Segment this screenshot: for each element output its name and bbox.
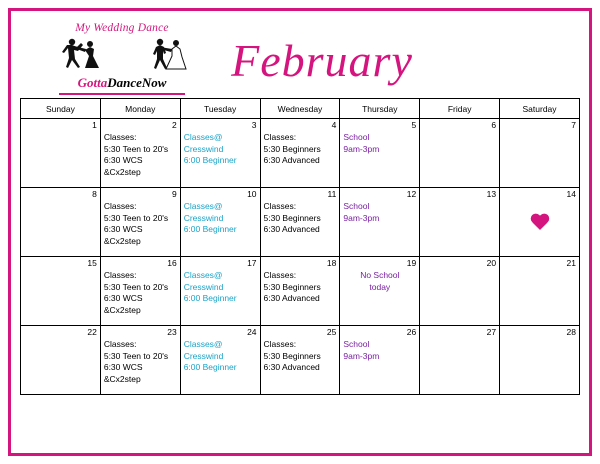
day-event-line: Classes: bbox=[263, 201, 297, 211]
day-event-line: today bbox=[369, 281, 391, 292]
day-event-line: 5:30 Beginners bbox=[263, 350, 321, 361]
day-event-line: 9am-3pm bbox=[343, 212, 380, 223]
day-number: 1 bbox=[92, 120, 97, 130]
calendar-table bbox=[20, 98, 580, 395]
day-number: 11 bbox=[327, 189, 337, 199]
calendar-week-row bbox=[21, 188, 580, 257]
calendar-body bbox=[21, 119, 580, 395]
weekday-header-wednesday: Wednesday bbox=[260, 99, 340, 119]
day-event-line: 5:30 Teen to 20's bbox=[103, 143, 169, 154]
day-number: 12 bbox=[406, 189, 417, 199]
weekday-header-friday: Friday bbox=[420, 99, 500, 119]
calendar-week-row bbox=[21, 119, 580, 188]
calendar-day-cell[interactable] bbox=[21, 257, 101, 326]
day-events bbox=[264, 132, 337, 167]
day-number: 22 bbox=[87, 327, 97, 337]
day-number: 26 bbox=[406, 327, 417, 337]
calendar-day-cell[interactable] bbox=[180, 119, 260, 188]
calendar-week-row bbox=[21, 257, 580, 326]
month-title: February bbox=[231, 35, 413, 86]
day-event-line: Classes: bbox=[263, 270, 297, 280]
day-number: 10 bbox=[247, 189, 257, 199]
day-event-line: 5:30 Beginners bbox=[263, 212, 321, 223]
calendar-day-cell[interactable] bbox=[100, 188, 180, 257]
day-number: 6 bbox=[491, 120, 497, 130]
day-number: 18 bbox=[326, 258, 337, 268]
day-event-line: 6:00 Beginner bbox=[183, 224, 237, 234]
weekday-header-sunday: Sunday bbox=[21, 99, 101, 119]
calendar-day-cell[interactable] bbox=[180, 188, 260, 257]
calendar-day-cell[interactable] bbox=[100, 119, 180, 188]
calendar-day-cell[interactable] bbox=[500, 326, 580, 395]
day-event-line: Classes: bbox=[103, 201, 137, 211]
day-event-line: Classes: bbox=[263, 339, 297, 349]
weekday-header-tuesday: Tuesday bbox=[180, 99, 260, 119]
calendar-day-cell[interactable] bbox=[21, 326, 101, 395]
day-number: 16 bbox=[167, 258, 177, 268]
day-number: 8 bbox=[92, 189, 97, 199]
day-events bbox=[343, 132, 416, 155]
day-event-line: School bbox=[343, 339, 370, 349]
day-number: 13 bbox=[486, 189, 497, 199]
day-event-line: 5:30 Beginners bbox=[263, 281, 321, 292]
day-event-line: 5:30 Teen to 20's bbox=[103, 281, 169, 292]
calendar-day-cell[interactable] bbox=[340, 257, 420, 326]
day-event-line: 6:00 Beginner bbox=[183, 155, 237, 165]
day-number: 17 bbox=[247, 258, 257, 268]
day-event-line: 5:30 Teen to 20's bbox=[103, 350, 169, 361]
day-events bbox=[104, 270, 177, 316]
calendar-day-cell[interactable] bbox=[260, 119, 340, 188]
weekday-header-thursday: Thursday bbox=[340, 99, 420, 119]
heart-icon bbox=[530, 214, 550, 232]
day-event-line: 6:30 Advanced bbox=[263, 293, 320, 303]
calendar-day-cell[interactable] bbox=[420, 257, 500, 326]
day-event-line: School bbox=[343, 132, 370, 142]
day-event-line: School bbox=[343, 201, 370, 211]
day-events bbox=[104, 201, 177, 247]
calendar-day-cell[interactable] bbox=[260, 188, 340, 257]
calendar-day-cell[interactable] bbox=[340, 119, 420, 188]
day-event-line: 6:00 Beginner bbox=[183, 293, 237, 303]
calendar-day-cell[interactable] bbox=[180, 257, 260, 326]
day-events bbox=[343, 339, 416, 362]
calendar-day-cell[interactable] bbox=[420, 119, 500, 188]
day-event-line: Classes: bbox=[263, 132, 297, 142]
day-event-line: Classes@ bbox=[183, 339, 223, 349]
day-event-line: 6:30 WCS bbox=[103, 362, 143, 372]
day-event-line: &Cx2step bbox=[103, 304, 141, 315]
day-number: 4 bbox=[331, 120, 337, 130]
day-events bbox=[184, 270, 257, 305]
page-content bbox=[20, 20, 580, 444]
day-event-line: Cresswind bbox=[183, 281, 224, 292]
day-events bbox=[343, 201, 416, 224]
day-event-line: &Cx2step bbox=[103, 166, 141, 177]
day-event-line: Classes@ bbox=[183, 201, 223, 211]
day-events bbox=[104, 339, 177, 385]
day-event-line: &Cx2step bbox=[103, 235, 141, 246]
day-event-line: 5:30 Teen to 20's bbox=[103, 212, 169, 223]
day-number: 14 bbox=[566, 189, 576, 199]
day-number: 9 bbox=[171, 189, 177, 199]
day-event-line: Classes: bbox=[103, 132, 137, 142]
day-events bbox=[264, 339, 337, 374]
day-event-line: 6:30 Advanced bbox=[263, 224, 320, 234]
day-events bbox=[264, 270, 337, 305]
day-number: 15 bbox=[87, 258, 97, 268]
day-event-line: 9am-3pm bbox=[343, 143, 380, 154]
calendar-day-cell[interactable] bbox=[21, 188, 101, 257]
calendar-day-cell[interactable] bbox=[21, 119, 101, 188]
day-number: 3 bbox=[251, 120, 257, 130]
logo-brand-first: Gotta bbox=[77, 75, 108, 90]
day-event-line: Classes@ bbox=[183, 132, 223, 142]
day-event-line: Classes: bbox=[103, 339, 137, 349]
day-number: 24 bbox=[247, 327, 257, 337]
calendar-day-cell[interactable] bbox=[420, 188, 500, 257]
day-event-line: Cresswind bbox=[183, 350, 224, 361]
calendar-day-cell[interactable] bbox=[260, 326, 340, 395]
calendar-day-cell[interactable] bbox=[260, 257, 340, 326]
weekday-header-row bbox=[21, 99, 580, 119]
calendar-header bbox=[20, 20, 580, 98]
logo-tagline: My Wedding Dance bbox=[75, 22, 169, 34]
weekday-header-saturday: Saturday bbox=[500, 99, 580, 119]
day-event-line: 9am-3pm bbox=[343, 350, 380, 361]
day-number: 21 bbox=[566, 258, 576, 268]
day-events bbox=[184, 132, 257, 167]
calendar-day-cell[interactable] bbox=[500, 188, 580, 257]
calendar-day-cell[interactable] bbox=[340, 326, 420, 395]
day-number: 5 bbox=[411, 120, 417, 130]
day-event-line: 6:30 WCS bbox=[103, 155, 143, 165]
calendar-day-cell[interactable] bbox=[100, 257, 180, 326]
day-events bbox=[184, 339, 257, 374]
day-events bbox=[343, 270, 416, 293]
calendar-week-row bbox=[21, 326, 580, 395]
day-number: 25 bbox=[326, 327, 337, 337]
calendar-day-cell[interactable] bbox=[420, 326, 500, 395]
day-number: 19 bbox=[406, 258, 417, 268]
day-event-line: No School bbox=[360, 270, 400, 280]
day-event-line: Cresswind bbox=[183, 143, 224, 154]
day-number: 27 bbox=[486, 327, 497, 337]
day-number: 28 bbox=[566, 327, 576, 337]
day-events bbox=[184, 201, 257, 236]
logo-brand-second: DanceNow bbox=[107, 75, 167, 90]
day-event-line: 6:30 WCS bbox=[103, 224, 143, 234]
day-number: 7 bbox=[571, 120, 576, 130]
calendar-day-cell[interactable] bbox=[180, 326, 260, 395]
day-event-line: 6:00 Beginner bbox=[183, 362, 237, 372]
day-events bbox=[264, 201, 337, 236]
day-event-line: Classes: bbox=[103, 270, 137, 280]
day-event-line: 5:30 Beginners bbox=[263, 143, 321, 154]
day-events bbox=[104, 132, 177, 178]
day-event-line: Cresswind bbox=[183, 212, 224, 223]
day-event-line: 6:30 WCS bbox=[103, 293, 143, 303]
day-event-line: 6:30 Advanced bbox=[263, 155, 320, 165]
day-event-line: 6:30 Advanced bbox=[263, 362, 320, 372]
calendar-day-cell[interactable] bbox=[500, 119, 580, 188]
logo-underline bbox=[59, 93, 185, 95]
calendar-day-cell[interactable] bbox=[500, 257, 580, 326]
day-number: 20 bbox=[486, 258, 497, 268]
calendar-day-cell[interactable] bbox=[100, 326, 180, 395]
weekday-header-monday: Monday bbox=[100, 99, 180, 119]
day-event-line: &Cx2step bbox=[103, 373, 141, 384]
calendar-day-cell[interactable] bbox=[340, 188, 420, 257]
day-event-line: Classes@ bbox=[183, 270, 223, 280]
day-number: 23 bbox=[167, 327, 177, 337]
day-number: 2 bbox=[171, 120, 177, 130]
